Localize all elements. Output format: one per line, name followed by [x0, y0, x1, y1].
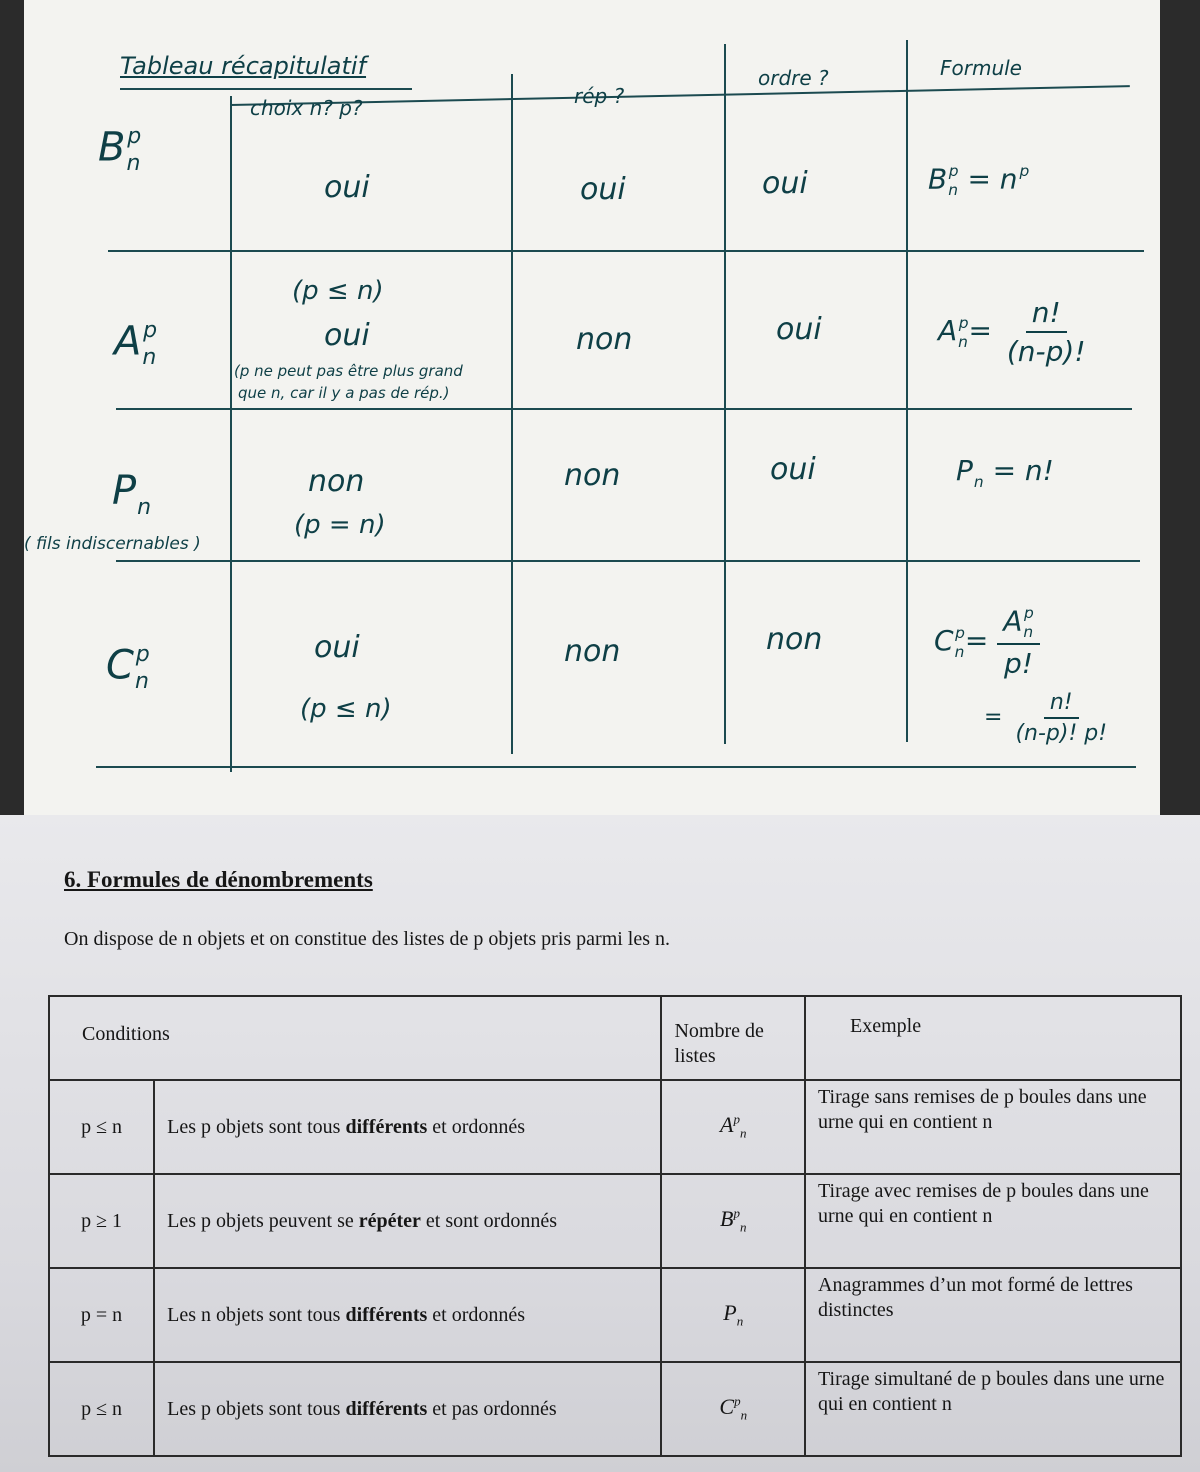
table-row: [49, 1268, 1181, 1362]
table-row: [49, 1174, 1181, 1268]
note-c-rep: non: [564, 634, 621, 669]
row-condition: p ≤ n: [49, 1080, 154, 1174]
row-description: Les p objets sont tous différents et pas ordonnés: [154, 1362, 661, 1456]
note-c-cond: (p ≤ n): [300, 694, 392, 724]
note-header-choix: choix n? p?: [250, 96, 363, 120]
row-condition: p = n: [49, 1268, 154, 1362]
row-description: Les p objets sont tous différents et ordonnés: [154, 1080, 661, 1174]
row-count-symbol: $C^p_n$: [661, 1362, 805, 1456]
header-conditions: Conditions: [49, 996, 661, 1080]
note-b-rep: oui: [580, 172, 626, 207]
row-example: Tirage avec remises de p boules dans une urne qui en contient n: [805, 1174, 1181, 1268]
note-header-formule: Formule: [940, 56, 1022, 80]
note-row-line-3: [116, 560, 1140, 562]
row-condition: p ≤ n: [49, 1362, 154, 1456]
note-col-line-1: [230, 96, 232, 772]
note-title: Tableau récapitulatif: [120, 52, 367, 80]
row-count-symbol: $P_n$: [661, 1268, 805, 1362]
note-symbol-c: $C_n^p$: [106, 642, 150, 695]
note-col-line-4: [906, 40, 908, 742]
section-heading: 6. Formules de dénombrements: [64, 867, 373, 892]
note-p-choix: non: [308, 464, 365, 499]
note-a-formula: $A_n^p=$ $\frac{n!}{(n-p)!}$: [938, 296, 1086, 368]
note-p-rep: non: [564, 458, 621, 493]
note-a-remark-1: (p ne peut pas être plus grand: [234, 362, 463, 380]
row-condition: p ≥ 1: [49, 1174, 154, 1268]
header-example: Exemple: [805, 996, 1181, 1080]
counting-formulas-table: [48, 995, 1182, 1457]
header-count: Nombre de listes: [661, 996, 805, 1080]
note-header-rep: rép ?: [574, 84, 625, 108]
row-example: Tirage simultané de p boules dans une urne qui en contient n: [805, 1362, 1181, 1456]
row-example: Tirage sans remises de p boules dans une urne qui en contient n: [805, 1080, 1181, 1174]
note-col-line-3: [724, 44, 726, 744]
note-a-cond: (p ≤ n): [292, 276, 384, 306]
section-intro: On dispose de n objets et on constitue des listes de p objets pris parmi les n.: [64, 928, 671, 950]
row-example: Anagrammes d’un mot formé de lettres distinctes: [805, 1268, 1181, 1362]
handwritten-note: [24, 0, 1160, 815]
note-c-choix: oui: [314, 630, 360, 665]
row-description: Les n objets sont tous différents et ordonnés: [154, 1268, 661, 1362]
row-description: Les p objets peuvent se répéter et sont ordonnés: [154, 1174, 661, 1268]
note-row-line-1: [108, 250, 1144, 252]
note-row-line-4: [96, 766, 1136, 768]
note-symbol-p: $P_n$: [112, 468, 152, 520]
note-symbol-b: $B_n^p$: [98, 124, 142, 177]
note-a-ordre: oui: [776, 312, 822, 347]
note-c-formula: $C_n^p=$ $\frac{A_n^p}{p!}$: [934, 604, 1040, 680]
note-a-rep: non: [576, 322, 633, 357]
note-header-ordre: ordre ?: [758, 66, 829, 90]
note-a-remark-2: que n, car il y a pas de rép.): [238, 384, 450, 402]
note-c-ordre: non: [766, 622, 823, 657]
note-p-ordre: oui: [770, 452, 816, 487]
row-count-symbol: $B^p_n$: [661, 1174, 805, 1268]
note-b-ordre: oui: [762, 166, 808, 201]
note-c-formula-2: = $\frac{n!}{(n-p)! p!}$: [984, 690, 1108, 746]
table-row: [49, 1080, 1181, 1174]
note-b-formula: $B_n^p = n$ $^p$: [928, 162, 1030, 200]
row-count-symbol: $A^p_n$: [661, 1080, 805, 1174]
note-title-underline: [120, 88, 412, 90]
note-row-line-2: [116, 408, 1132, 410]
note-col-line-2: [511, 74, 513, 754]
note-a-choix: oui: [324, 318, 370, 353]
note-p-formula: $P_n = n$!: [956, 454, 1054, 491]
printed-document: [0, 815, 1200, 1472]
note-p-aside: ( fils indiscernables ): [24, 534, 201, 554]
note-b-choix: oui: [324, 170, 370, 205]
note-symbol-a: $A_n^p$: [114, 318, 158, 371]
table-header-row: [49, 996, 1181, 1080]
note-p-cond: (p = n): [294, 510, 386, 540]
table-row: [49, 1362, 1181, 1456]
